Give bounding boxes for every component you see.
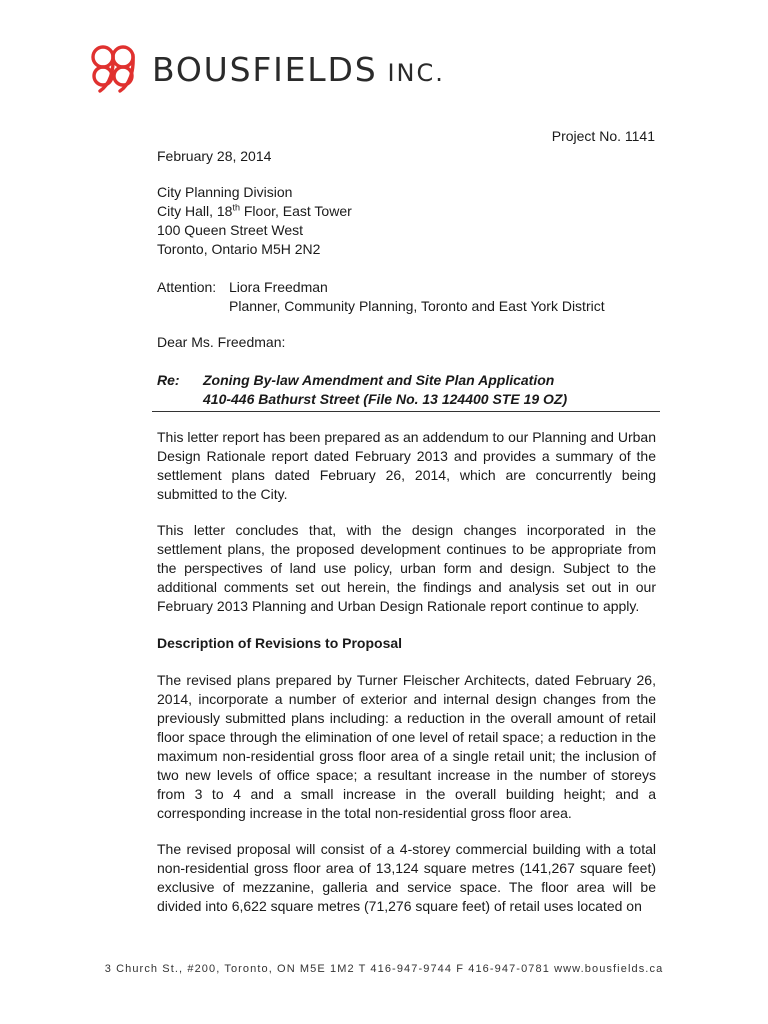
- paragraph-1: This letter report has been prepared as an addendum to our Planning and Urban Design Rationale report dated February 2013 and provides a summary of the settlement plans dated February 26, 2014, which are concurrently being submitted to the City.: [157, 429, 656, 502]
- subject-line-2: 410-446 Bathurst Street (File No. 13 124400 STE 19 OZ): [203, 391, 568, 407]
- address-line-1: City Planning Division: [157, 184, 293, 200]
- paragraph-3: The revised plans prepared by Turner Fleischer Architects, dated February 26, 2014, incorporate a number of exterior and internal design changes from the previously submitted plans including: a reduction in the overall amount of retail floor space through the elimination of one level of retail space; a reduction in the maximum non-residential gross floor area of a single retail unit; the inclusion of two new levels of office space; a resultant increase in the number of storeys from 3 to 4 and a small increase in the overall building height; and a corresponding increase in the total non-residential gross floor area.: [157, 672, 656, 821]
- attention-block: [157, 278, 605, 316]
- company-name-text: BOUSFIELDS: [152, 50, 378, 89]
- subject-divider: [152, 411, 660, 412]
- address-line-2: [157, 202, 352, 221]
- company-name: [152, 50, 445, 89]
- project-number: Project No. 1141: [551, 128, 655, 144]
- subject-label: Re:: [157, 372, 180, 388]
- address-line-3: 100 Queen Street West: [157, 222, 304, 238]
- address-line-2-sup: th: [232, 202, 240, 213]
- address-line-2-post: Floor, East Tower: [239, 203, 352, 219]
- attention-title: Planner, Community Planning, Toronto and East York District: [229, 298, 605, 314]
- address-line-2-pre: City Hall, 18: [157, 203, 233, 219]
- letter-date: February 28, 2014: [157, 148, 272, 164]
- recipient-address: [157, 183, 352, 259]
- paragraph-4: The revised proposal will consist of a 4-storey commercial building with a total non-residential gross floor area of 13,124 square metres (141,267 square feet) exclusive of mezzanine, galleria and service space. The floor area will be divided into 6,622 square metres (71,276 square feet) of retail uses located on: [157, 841, 656, 914]
- bousfields-logo-icon: [90, 40, 148, 96]
- section-heading: Description of Revisions to Proposal: [157, 635, 403, 651]
- attention-name: Liora Freedman: [229, 279, 328, 295]
- address-line-4: Toronto, Ontario M5H 2N2: [157, 241, 321, 257]
- company-suffix: INC.: [387, 59, 445, 87]
- salutation: Dear Ms. Freedman:: [157, 334, 286, 350]
- subject-line-1: Zoning By-law Amendment and Site Plan Application: [203, 372, 555, 388]
- page-footer: 3 Church St., #200, Toronto, ON M5E 1M2 T 416-947-9744 F 416-947-0781 www.bousfields.ca: [104, 963, 664, 975]
- attention-label: Attention:: [157, 279, 217, 295]
- letterhead-logo: [90, 40, 510, 100]
- subject-block: [157, 371, 567, 409]
- paragraph-2: This letter concludes that, with the design changes incorporated in the settlement plans, the proposed development continues to be appropriate from the perspectives of land use policy, urban form and design. Subject to the additional comments set out herein, the findings and analysis set out in our February 2013 Planning and Urban Design Rationale report continue to apply.: [157, 522, 656, 614]
